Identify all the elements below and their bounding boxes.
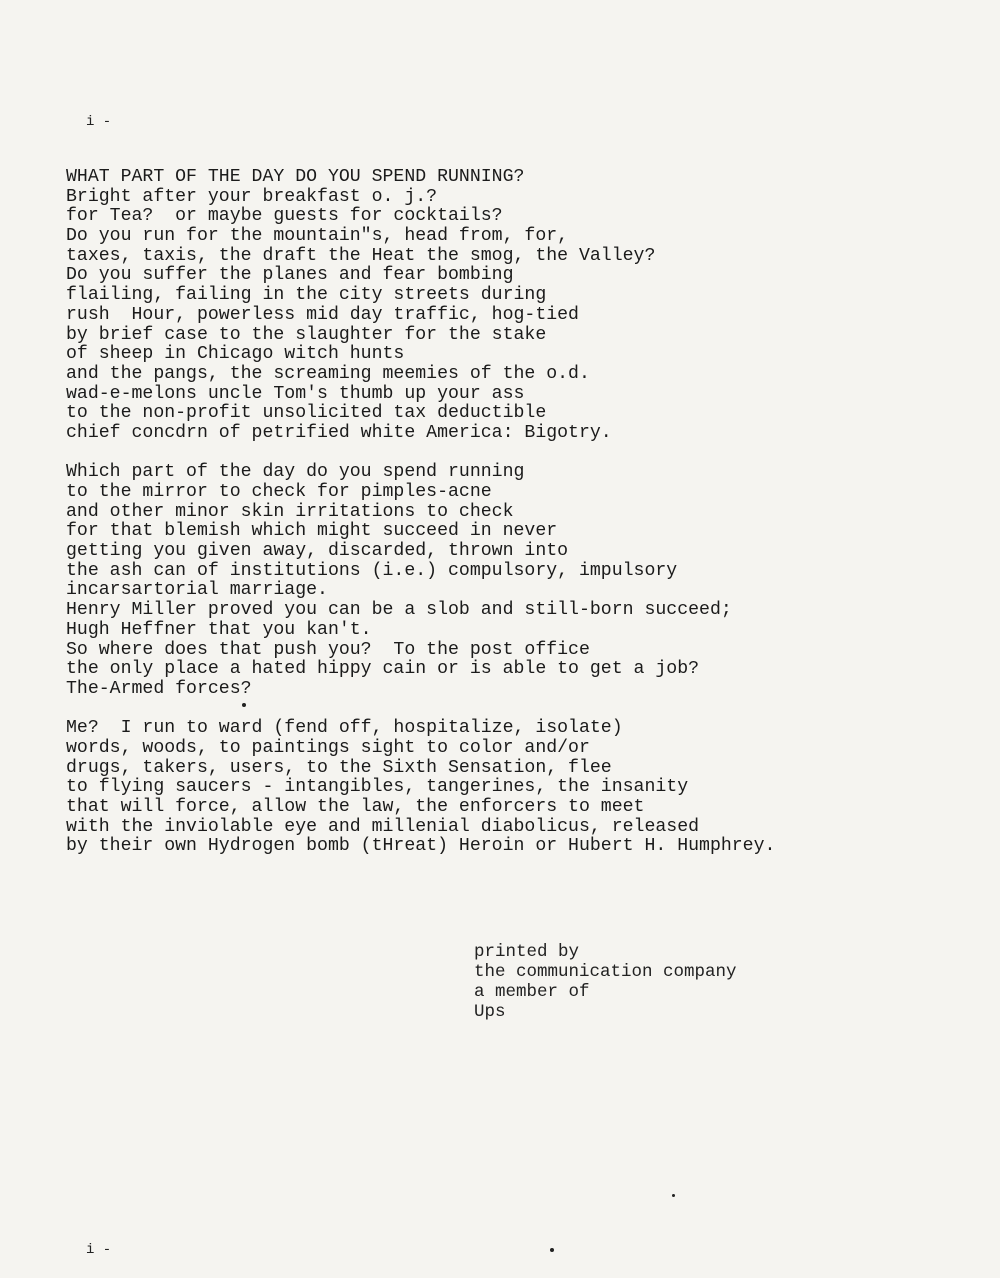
poem-line: by brief case to the slaughter for the stake [66,324,547,345]
poem-line: flailing, failing in the city streets during [66,285,547,306]
colophon-line: the communication company [474,962,737,982]
poem-line: wad-e-melons uncle Tom's thumb up your ass [66,383,525,404]
poem-line: The-Armed forces? [66,678,252,699]
poem-line: of sheep in Chicago witch hunts [66,344,405,365]
poem-line: Hugh Heffner that you kan't. [66,619,372,640]
poem-line: rush Hour, powerless mid day traffic, hog-tied [66,304,579,325]
poem-line: chief concdrn of petrified white America: Bigotry. [66,422,612,443]
stanza-1 [66,168,966,444]
poem-line: to the non-profit unsolicited tax deductible [66,403,547,424]
poem-line: to the mirror to check for pimples-acne [66,482,492,502]
poem-line: Do you run for the mountain"s, head from, for, [66,226,569,247]
poem-line: Which part of the day do you spend running [66,462,525,483]
poem-line: for that blemish which might succeed in never [66,521,558,542]
bottom-corner-mark: i - [86,1242,112,1258]
colophon [474,942,737,1022]
ink-speck [242,703,246,707]
ink-speck [550,1248,554,1252]
poem-line: Henry Miller proved you can be a slob and still-born succeed; [66,600,732,621]
poem-line: that will force, allow the law, the enforcers to meet [66,797,645,817]
colophon-line: Ups [474,1002,506,1022]
colophon-line: a member of [474,982,590,1002]
poem-line: incarsartorial marriage. [66,580,328,601]
poem-title-line: WHAT PART OF THE DAY DO YOU SPEND RUNNING? [66,167,525,187]
top-corner-mark: i - [86,114,112,130]
poem-line: getting you given away, discarded, thrown into [66,541,569,562]
poem-body [66,168,966,857]
poem-line: the only place a hated hippy cain or is able to get a job? [66,659,700,680]
poem-line: Me? I run to ward (fend off, hospitalize, isolate) [66,718,623,739]
poem-line: to flying saucers - intangibles, tangerines, the insanity [66,777,689,798]
poem-line: by their own Hydrogen bomb (tHreat) Heroin or Hubert H. Humphrey. [66,836,776,857]
stanza-2 [66,463,966,699]
poem-line: Bright after your breakfast o. j.? [66,186,438,207]
poem-line: the ash can of institutions (i.e.) compulsory, impulsory [66,560,678,581]
poem-line: So where does that push you? To the post office [66,639,590,660]
poem-line: for Tea? or maybe guests for cocktails? [66,206,503,227]
colophon-line: printed by [474,942,580,962]
stanza-3 [66,719,966,857]
poem-line: drugs, takers, users, to the Sixth Sensation, flee [66,757,612,778]
poem-line: Do you suffer the planes and fear bombing [66,265,514,286]
poem-line: with the inviolable eye and millenial diabolicus, released [66,816,700,837]
poem-line: and other minor skin irritations to check [66,501,514,522]
poem-line: taxes, taxis, the draft the Heat the smog, the Valley? [66,245,656,266]
ink-speck [672,1194,675,1197]
poem-line: words, woods, to paintings sight to color and/or [66,737,590,758]
poem-line: and the pangs, the screaming meemies of the o.d. [66,363,590,384]
